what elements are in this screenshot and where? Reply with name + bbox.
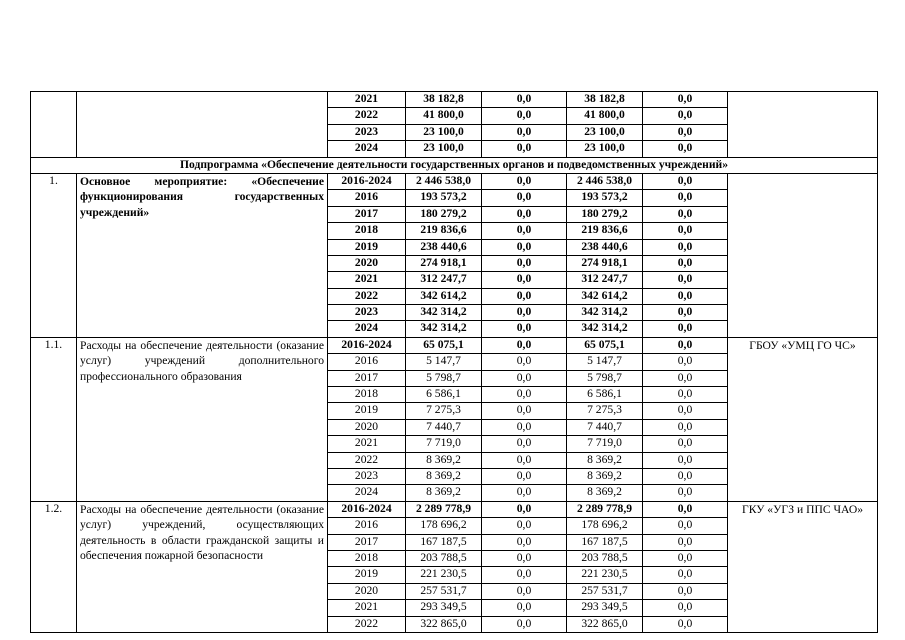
other-sources-cell: 0,0 — [643, 419, 728, 435]
total-cell: 8 369,2 — [406, 468, 482, 484]
period-cell: 2023 — [328, 305, 406, 321]
period-cell: 2018 — [328, 550, 406, 566]
federal-budget-cell: 0,0 — [482, 387, 567, 403]
other-sources-cell: 0,0 — [643, 600, 728, 616]
period-cell: 2019 — [328, 239, 406, 255]
federal-budget-cell: 0,0 — [482, 550, 567, 566]
regional-budget-cell: 8 369,2 — [567, 485, 643, 501]
period-cell: 2023 — [328, 124, 406, 140]
regional-budget-cell: 257 531,7 — [567, 583, 643, 599]
federal-budget-cell: 0,0 — [482, 468, 567, 484]
regional-budget-cell: 342 614,2 — [567, 288, 643, 304]
total-cell: 167 187,5 — [406, 534, 482, 550]
regional-budget-cell: 180 279,2 — [567, 206, 643, 222]
regional-budget-cell: 5 147,7 — [567, 354, 643, 370]
other-sources-cell: 0,0 — [643, 518, 728, 534]
number-cell — [31, 92, 77, 158]
regional-budget-cell: 8 369,2 — [567, 452, 643, 468]
total-cell: 257 531,7 — [406, 583, 482, 599]
period-cell: 2021 — [328, 92, 406, 108]
period-cell: 2024 — [328, 485, 406, 501]
regional-budget-cell: 41 800,0 — [567, 108, 643, 124]
regional-budget-cell: 178 696,2 — [567, 518, 643, 534]
total-cell: 203 788,5 — [406, 550, 482, 566]
regional-budget-cell: 2 289 778,9 — [567, 501, 643, 517]
period-cell: 2021 — [328, 600, 406, 616]
total-cell: 342 314,2 — [406, 321, 482, 337]
item-name: Расходы на обеспечение деятельности (оказание услуг) учреждений дополнительного профессионального образования — [77, 337, 328, 501]
other-sources-cell: 0,0 — [643, 387, 728, 403]
federal-budget-cell: 0,0 — [482, 419, 567, 435]
total-cell: 23 100,0 — [406, 124, 482, 140]
total-cell: 7 719,0 — [406, 436, 482, 452]
federal-budget-cell: 0,0 — [482, 370, 567, 386]
other-sources-cell: 0,0 — [643, 583, 728, 599]
table-row — [31, 337, 878, 353]
federal-budget-cell: 0,0 — [482, 173, 567, 189]
total-cell: 65 075,1 — [406, 337, 482, 353]
total-cell: 238 440,6 — [406, 239, 482, 255]
other-sources-cell: 0,0 — [643, 124, 728, 140]
other-sources-cell: 0,0 — [643, 239, 728, 255]
other-sources-cell: 0,0 — [643, 501, 728, 517]
federal-budget-cell: 0,0 — [482, 255, 567, 271]
total-cell: 38 182,8 — [406, 92, 482, 108]
period-cell: 2016-2024 — [328, 173, 406, 189]
regional-budget-cell: 5 798,7 — [567, 370, 643, 386]
total-cell: 221 230,5 — [406, 567, 482, 583]
federal-budget-cell: 0,0 — [482, 190, 567, 206]
other-sources-cell: 0,0 — [643, 92, 728, 108]
federal-budget-cell: 0,0 — [482, 108, 567, 124]
federal-budget-cell: 0,0 — [482, 567, 567, 583]
period-cell: 2020 — [328, 255, 406, 271]
other-sources-cell: 0,0 — [643, 108, 728, 124]
other-sources-cell: 0,0 — [643, 223, 728, 239]
other-sources-cell: 0,0 — [643, 321, 728, 337]
other-sources-cell: 0,0 — [643, 468, 728, 484]
period-cell: 2022 — [328, 108, 406, 124]
total-cell: 7 440,7 — [406, 419, 482, 435]
regional-budget-cell: 38 182,8 — [567, 92, 643, 108]
executor-cell: ГКУ «УГЗ и ППС ЧАО» — [728, 501, 878, 632]
regional-budget-cell: 23 100,0 — [567, 141, 643, 157]
regional-budget-cell: 322 865,0 — [567, 616, 643, 632]
other-sources-cell: 0,0 — [643, 403, 728, 419]
other-sources-cell: 0,0 — [643, 288, 728, 304]
regional-budget-cell: 7 719,0 — [567, 436, 643, 452]
other-sources-cell: 0,0 — [643, 272, 728, 288]
total-cell: 342 314,2 — [406, 305, 482, 321]
period-cell: 2016 — [328, 518, 406, 534]
regional-budget-cell: 221 230,5 — [567, 567, 643, 583]
federal-budget-cell: 0,0 — [482, 583, 567, 599]
period-cell: 2024 — [328, 141, 406, 157]
regional-budget-cell: 293 349,5 — [567, 600, 643, 616]
federal-budget-cell: 0,0 — [482, 92, 567, 108]
federal-budget-cell: 0,0 — [482, 337, 567, 353]
other-sources-cell: 0,0 — [643, 255, 728, 271]
other-sources-cell: 0,0 — [643, 534, 728, 550]
federal-budget-cell: 0,0 — [482, 436, 567, 452]
total-cell: 2 446 538,0 — [406, 173, 482, 189]
regional-budget-cell: 342 314,2 — [567, 305, 643, 321]
other-sources-cell: 0,0 — [643, 550, 728, 566]
period-cell: 2019 — [328, 403, 406, 419]
regional-budget-cell: 7 440,7 — [567, 419, 643, 435]
federal-budget-cell: 0,0 — [482, 305, 567, 321]
item-number: 1. — [31, 173, 77, 337]
period-cell: 2016 — [328, 354, 406, 370]
total-cell: 322 865,0 — [406, 616, 482, 632]
total-cell: 41 800,0 — [406, 108, 482, 124]
total-cell: 5 798,7 — [406, 370, 482, 386]
federal-budget-cell: 0,0 — [482, 600, 567, 616]
period-cell: 2017 — [328, 534, 406, 550]
total-cell: 23 100,0 — [406, 141, 482, 157]
total-cell: 342 614,2 — [406, 288, 482, 304]
federal-budget-cell: 0,0 — [482, 616, 567, 632]
executor-cell: ГБОУ «УМЦ ГО ЧС» — [728, 337, 878, 501]
federal-budget-cell: 0,0 — [482, 272, 567, 288]
total-cell: 193 573,2 — [406, 190, 482, 206]
item-name: Основное мероприятие: «Обеспечение функционирования государственных учреждений» — [77, 173, 328, 337]
regional-budget-cell: 8 369,2 — [567, 468, 643, 484]
total-cell: 7 275,3 — [406, 403, 482, 419]
federal-budget-cell: 0,0 — [482, 141, 567, 157]
other-sources-cell: 0,0 — [643, 436, 728, 452]
period-cell: 2016-2024 — [328, 337, 406, 353]
regional-budget-cell: 312 247,7 — [567, 272, 643, 288]
federal-budget-cell: 0,0 — [482, 452, 567, 468]
federal-budget-cell: 0,0 — [482, 485, 567, 501]
regional-budget-cell: 167 187,5 — [567, 534, 643, 550]
regional-budget-cell: 6 586,1 — [567, 387, 643, 403]
regional-budget-cell: 23 100,0 — [567, 124, 643, 140]
other-sources-cell: 0,0 — [643, 485, 728, 501]
period-cell: 2018 — [328, 387, 406, 403]
federal-budget-cell: 0,0 — [482, 534, 567, 550]
period-cell: 2020 — [328, 583, 406, 599]
other-sources-cell: 0,0 — [643, 190, 728, 206]
total-cell: 6 586,1 — [406, 387, 482, 403]
total-cell: 219 836,6 — [406, 223, 482, 239]
period-cell: 2020 — [328, 419, 406, 435]
period-cell: 2016-2024 — [328, 501, 406, 517]
federal-budget-cell: 0,0 — [482, 206, 567, 222]
period-cell: 2017 — [328, 206, 406, 222]
federal-budget-cell: 0,0 — [482, 403, 567, 419]
period-cell: 2021 — [328, 436, 406, 452]
table-row — [31, 501, 878, 517]
period-cell: 2018 — [328, 223, 406, 239]
other-sources-cell: 0,0 — [643, 354, 728, 370]
regional-budget-cell: 342 314,2 — [567, 321, 643, 337]
other-sources-cell: 0,0 — [643, 305, 728, 321]
federal-budget-cell: 0,0 — [482, 288, 567, 304]
executor-cell — [728, 92, 878, 158]
regional-budget-cell: 219 836,6 — [567, 223, 643, 239]
period-cell: 2023 — [328, 468, 406, 484]
period-cell: 2022 — [328, 616, 406, 632]
budget-table — [30, 91, 878, 633]
regional-budget-cell: 193 573,2 — [567, 190, 643, 206]
period-cell: 2021 — [328, 272, 406, 288]
period-cell: 2022 — [328, 452, 406, 468]
executor-cell — [728, 173, 878, 337]
table-row — [31, 173, 878, 189]
total-cell: 274 918,1 — [406, 255, 482, 271]
other-sources-cell: 0,0 — [643, 206, 728, 222]
total-cell: 180 279,2 — [406, 206, 482, 222]
regional-budget-cell: 274 918,1 — [567, 255, 643, 271]
item-number: 1.1. — [31, 337, 77, 501]
table-row — [31, 92, 878, 108]
other-sources-cell: 0,0 — [643, 567, 728, 583]
regional-budget-cell: 2 446 538,0 — [567, 173, 643, 189]
total-cell: 8 369,2 — [406, 452, 482, 468]
period-cell: 2016 — [328, 190, 406, 206]
federal-budget-cell: 0,0 — [482, 124, 567, 140]
period-cell: 2019 — [328, 567, 406, 583]
other-sources-cell: 0,0 — [643, 141, 728, 157]
other-sources-cell: 0,0 — [643, 452, 728, 468]
regional-budget-cell: 203 788,5 — [567, 550, 643, 566]
federal-budget-cell: 0,0 — [482, 239, 567, 255]
regional-budget-cell: 238 440,6 — [567, 239, 643, 255]
period-cell: 2022 — [328, 288, 406, 304]
subprogram-row — [31, 157, 878, 173]
regional-budget-cell: 7 275,3 — [567, 403, 643, 419]
total-cell: 2 289 778,9 — [406, 501, 482, 517]
federal-budget-cell: 0,0 — [482, 518, 567, 534]
other-sources-cell: 0,0 — [643, 370, 728, 386]
total-cell: 8 369,2 — [406, 485, 482, 501]
regional-budget-cell: 65 075,1 — [567, 337, 643, 353]
period-cell: 2017 — [328, 370, 406, 386]
subprogram-title: Подпрограмма «Обеспечение деятельности государственных органов и подведомственных учреждений» — [31, 157, 878, 173]
period-cell: 2024 — [328, 321, 406, 337]
total-cell: 178 696,2 — [406, 518, 482, 534]
item-number: 1.2. — [31, 501, 77, 632]
federal-budget-cell: 0,0 — [482, 354, 567, 370]
other-sources-cell: 0,0 — [643, 337, 728, 353]
item-name: Расходы на обеспечение деятельности (оказание услуг) учреждений, осуществляющих деятельность в области гражданской защиты и обеспечения пожарной безопасности — [77, 501, 328, 632]
total-cell: 312 247,7 — [406, 272, 482, 288]
total-cell: 5 147,7 — [406, 354, 482, 370]
federal-budget-cell: 0,0 — [482, 501, 567, 517]
total-cell: 293 349,5 — [406, 600, 482, 616]
name-cell — [77, 92, 328, 158]
federal-budget-cell: 0,0 — [482, 321, 567, 337]
other-sources-cell: 0,0 — [643, 173, 728, 189]
other-sources-cell: 0,0 — [643, 616, 728, 632]
federal-budget-cell: 0,0 — [482, 223, 567, 239]
